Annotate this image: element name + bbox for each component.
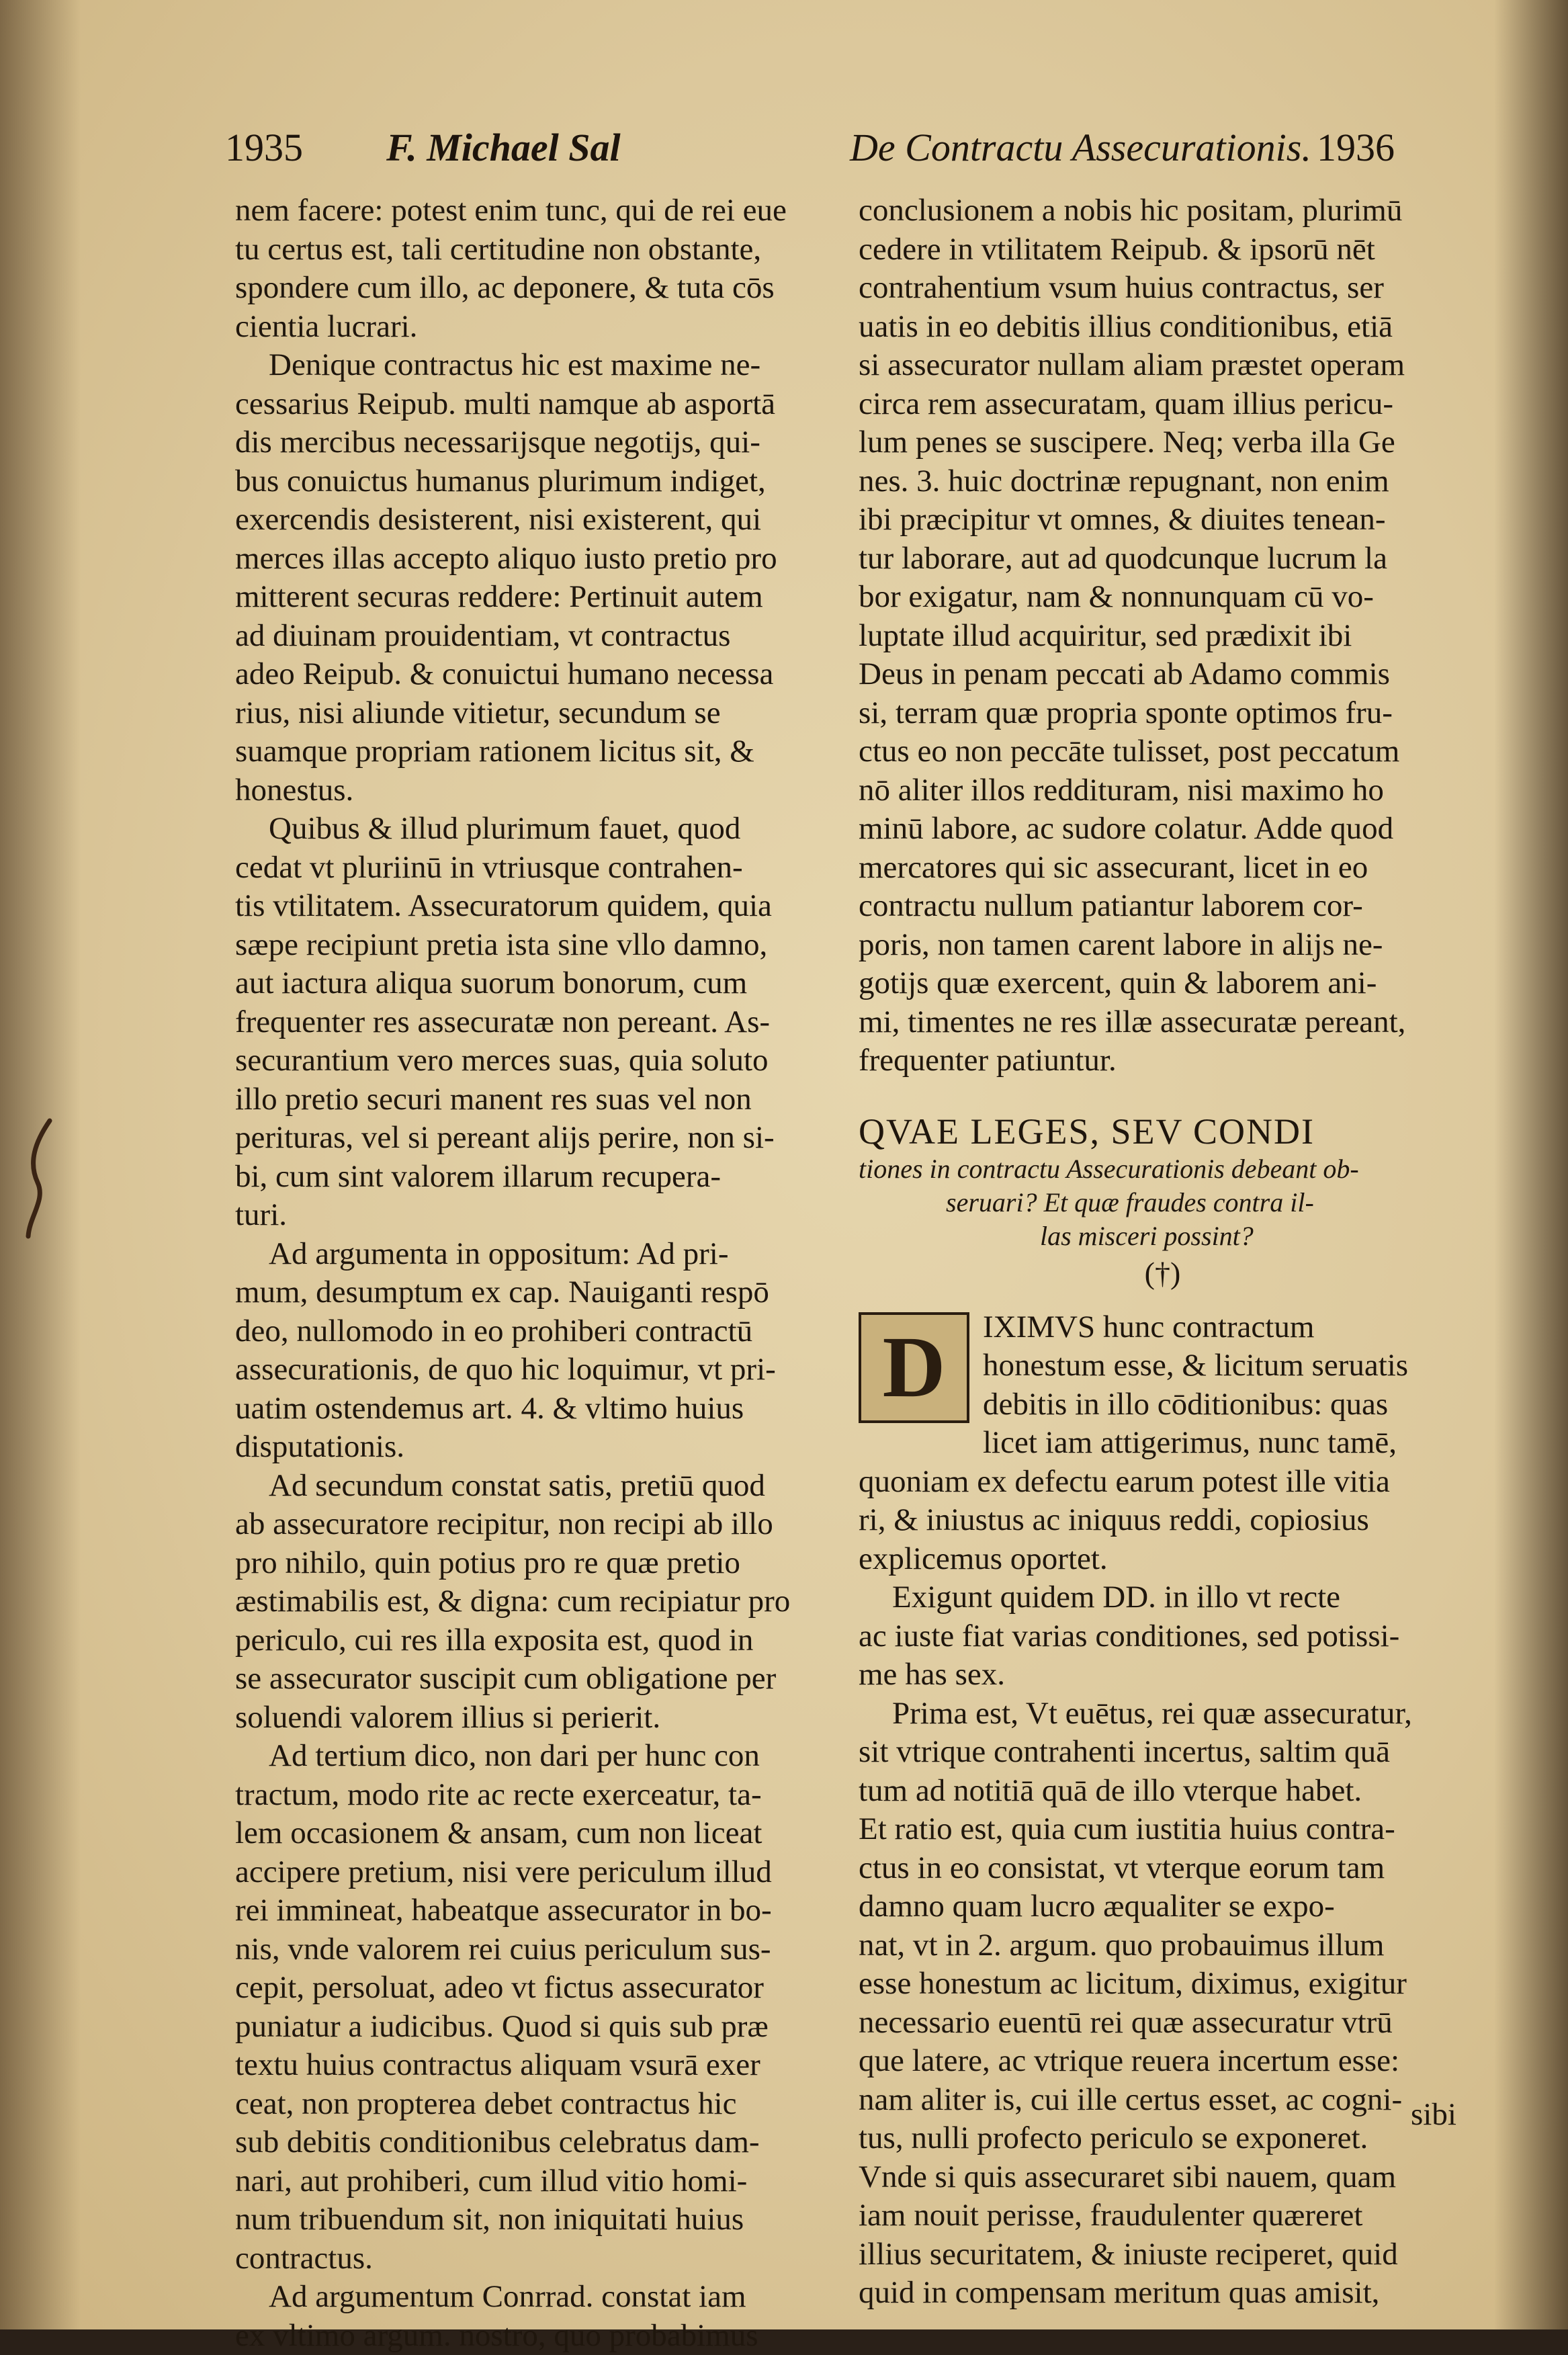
text-line: quoniam ex defectu earum potest ille vitia (859, 1463, 1467, 1502)
text-line: quid in compensam meritum quas amisit, (859, 2274, 1467, 2313)
text-line: contractus. (235, 2239, 833, 2278)
text-line: textu huius contractus aliquam vsurā exer (235, 2046, 833, 2085)
text-line: Deus in penam peccati ab Adamo commis (859, 655, 1467, 694)
text-line: lum penes se suscipere. Neq; verba illa Ge (859, 423, 1467, 462)
text-line: Ad argumenta in oppositum: Ad pri- (235, 1235, 833, 1274)
text-line: luptate illud acquiritur, sed prædixit ibi (859, 617, 1467, 656)
text-line: se assecurator suscipit cum obligatione per (235, 1660, 833, 1699)
text-line: num tribuendum sit, non iniquitati huius (235, 2200, 833, 2239)
text-line: uatim ostendemus art. 4. & vltimo huius (235, 1389, 833, 1428)
section-heading-line-2: seruari? Et quæ fraudes contra il- (859, 1186, 1467, 1219)
text-line: tum ad notitiā quā de illo vterque habet. (859, 1772, 1467, 1811)
text-line: me has sex. (859, 1656, 1467, 1695)
text-line: IXIMVS hunc contractum (859, 1308, 1467, 1347)
text-line: Vnde si quis assecuraret sibi nauem, quam (859, 2158, 1467, 2197)
section-heading-title: QVAE LEGES, SEV CONDI (859, 1111, 1467, 1152)
running-title-author: F. Michael Sal (386, 124, 621, 171)
page-number-left: 1935 (225, 124, 303, 171)
text-line: deo, nullomodo in eo prohiberi contractū (235, 1312, 833, 1351)
running-header (225, 124, 1501, 178)
decorated-initial: D (859, 1312, 969, 1423)
text-line: accipere pretium, nisi vere periculum illud (235, 1853, 833, 1892)
text-line: bi, cum sint valorem illarum recupera- (235, 1158, 833, 1197)
text-line: tu certus est, tali certitudine non obstante, (235, 230, 833, 269)
text-line: exercendis desisterent, nisi existerent, qui (235, 501, 833, 540)
left-text-column (235, 191, 833, 2355)
text-line: poris, non tamen carent labore in alijs ne- (859, 926, 1467, 965)
text-line: nari, aut prohiberi, cum illud vitio homi- (235, 2162, 833, 2201)
text-line: assecurationis, de quo hic loquimur, vt pri- (235, 1351, 833, 1389)
text-line: ceat, non propterea debet contractus hic (235, 2085, 833, 2124)
text-line: cepit, persoluat, adeo vt fictus assecurator (235, 1969, 833, 2008)
margin-ink-mark (15, 1115, 69, 1243)
text-line: ex vltimo argum. nostro, quo probabimus (235, 2317, 833, 2355)
text-line: cessarius Reipub. multi namque ab asportā (235, 385, 833, 424)
text-line: mercatores qui sic assecurant, licet in eo (859, 849, 1467, 888)
text-line: licet iam attigerimus, nunc tamē, (859, 1424, 1467, 1463)
page-edge-shadow (1494, 0, 1568, 2329)
section-heading-line-1: tiones in contractu Assecurationis debeant ob- (859, 1152, 1467, 1186)
text-line: Exigunt quidem DD. in illo vt recte (859, 1578, 1467, 1617)
section-mark: (†) (859, 1253, 1467, 1293)
text-line: rius, nisi aliunde vitietur, secundum se (235, 694, 833, 733)
text-line: honestum esse, & licitum seruatis (859, 1346, 1467, 1385)
text-line: tractum, modo rite ac recte exerceatur, ta- (235, 1776, 833, 1815)
text-line: cedere in vtilitatem Reipub. & ipsorū nēt (859, 230, 1467, 269)
text-line: sub debitis conditionibus celebratus dam- (235, 2123, 833, 2162)
text-line: aut iactura aliqua suorum bonorum, cum (235, 964, 833, 1003)
text-line: ac iuste fiat varias conditiones, sed potissi- (859, 1617, 1467, 1656)
text-line: Quibus & illud plurimum fauet, quod (235, 810, 833, 849)
text-line: nat, vt in 2. argum. quo probauimus illum (859, 1926, 1467, 1965)
text-line: honestus. (235, 771, 833, 810)
text-line: mitterent securas reddere: Pertinuit autem (235, 578, 833, 617)
text-line: tus, nulli profecto periculo se exponeret. (859, 2119, 1467, 2158)
text-line: explicemus oportet. (859, 1540, 1467, 1579)
text-line: periculo, cui res illa exposita est, quod in (235, 1621, 833, 1660)
text-line: contrahentium vsum huius contractus, ser (859, 269, 1467, 308)
catchword: sibi (1411, 2096, 1456, 2133)
text-line: rei immineat, habeatque assecurator in bo- (235, 1891, 833, 1930)
text-line: damno quam lucro æqualiter se expo- (859, 1887, 1467, 1926)
section-heading-line-3: las misceri possint? (859, 1219, 1467, 1253)
text-line: mum, desumptum ex cap. Nauiganti respō (235, 1273, 833, 1312)
text-line: circa rem assecuratam, quam illius pericu- (859, 385, 1467, 424)
text-line: conclusionem a nobis hic positam, plurimū (859, 191, 1467, 230)
right-text-column (859, 191, 1467, 2313)
text-line: dis mercibus necessarijsque negotijs, qui- (235, 423, 833, 462)
text-line: disputationis. (235, 1428, 833, 1467)
text-line: tur laborare, aut ad quodcunque lucrum la (859, 540, 1467, 579)
text-line: sæpe recipiunt pretia ista sine vllo damno, (235, 926, 833, 965)
text-line: ibi præcipitur vt omnes, & diuites tenean- (859, 501, 1467, 540)
text-line: nō aliter illos reddituram, nisi maximo ho (859, 771, 1467, 810)
text-line: uatis in eo debitis illius conditionibus, etiā (859, 308, 1467, 347)
text-line: ctus in eo consistat, vt vterque eorum tam (859, 1849, 1467, 1888)
text-line: frequenter res assecuratæ non pereant. As- (235, 1003, 833, 1042)
text-line: tis vtilitatem. Assecuratorum quidem, quia (235, 887, 833, 926)
right-column-text-top (859, 191, 1467, 1080)
text-line: nem facere: potest enim tunc, qui de rei eue (235, 191, 833, 230)
text-line: Ad secundum constat satis, pretiū quod (235, 1467, 833, 1506)
text-line: spondere cum illo, ac deponere, & tuta cōs (235, 269, 833, 308)
text-line: ri, & iniustus ac iniquus reddi, copiosius (859, 1501, 1467, 1540)
text-line: nis, vnde valorem rei cuius periculum sus- (235, 1930, 833, 1969)
text-line: bor exigatur, nam & nonnunquam cū vo- (859, 578, 1467, 617)
text-line: Ad tertium dico, non dari per hunc con (235, 1737, 833, 1776)
text-line: ab assecuratore recipitur, non recipi ab illo (235, 1505, 833, 1544)
text-line: æstimabilis est, & digna: cum recipiatur pro (235, 1582, 833, 1621)
text-line: turi. (235, 1196, 833, 1235)
text-line: Ad argumentum Conrrad. constat iam (235, 2278, 833, 2317)
dropcap-paragraph (859, 1308, 1467, 1463)
text-line: minū labore, ac sudore colatur. Adde quod (859, 810, 1467, 849)
text-line: illo pretio securi manent res suas vel non (235, 1080, 833, 1119)
text-line: ad diuinam prouidentiam, vt contractus (235, 617, 833, 656)
text-line: soluendi valorem illius si perierit. (235, 1699, 833, 1738)
text-line: necessario euentū rei quæ assecuratur vtrū (859, 2004, 1467, 2043)
text-line: lem occasionem & ansam, cum non liceat (235, 1814, 833, 1853)
text-line: cientia lucrari. (235, 308, 833, 347)
text-line: si, terram quæ propria sponte optimos fru- (859, 694, 1467, 733)
text-line: nam aliter is, cui ille certus esset, ac cogni- (859, 2081, 1467, 2120)
text-line: perituras, vel si pereant alijs perire, non si- (235, 1119, 833, 1158)
text-line: mi, timentes ne res illæ assecuratæ pereant, (859, 1003, 1467, 1042)
text-line: Prima est, Vt euētus, rei quæ assecuratur, (859, 1695, 1467, 1733)
text-line: illius securitatem, & iniuste reciperet, quid (859, 2235, 1467, 2274)
text-line: nes. 3. huic doctrinæ repugnant, non enim (859, 462, 1467, 501)
text-line: gotijs quæ exercent, quin & laborem ani- (859, 964, 1467, 1003)
text-line: Denique contractus hic est maxime ne- (235, 346, 833, 385)
text-line: cedat vt pluriinū in vtriusque contrahen- (235, 849, 833, 888)
text-line: adeo Reipub. & conuictui humano necessa (235, 655, 833, 694)
text-line: pro nihilo, quin potius pro re quæ pretio (235, 1544, 833, 1583)
text-line: puniatur a iudicibus. Quod si quis sub præ (235, 2008, 833, 2047)
page-number-right: 1936 (1317, 124, 1395, 171)
text-line: Et ratio est, quia cum iustitia huius contra- (859, 1810, 1467, 1849)
text-line: frequenter patiuntur. (859, 1041, 1467, 1080)
text-line: sit vtrique contrahenti incertus, saltim quā (859, 1733, 1467, 1772)
right-column-text-bottom (859, 1463, 1467, 2313)
text-line: suamque propriam rationem licitus sit, & (235, 732, 833, 771)
text-line: securantium vero merces suas, quia soluto (235, 1041, 833, 1080)
text-line: que latere, ac vtrique reuera incertum esse: (859, 2042, 1467, 2081)
text-line: debitis in illo cōditionibus: quas (859, 1385, 1467, 1424)
text-line: contractu nullum patiantur laborem cor- (859, 887, 1467, 926)
text-line: esse honestum ac licitum, diximus, exigitur (859, 1965, 1467, 2004)
text-line: iam nouit perisse, fraudulenter quæreret (859, 2196, 1467, 2235)
text-line: si assecurator nullam aliam præstet operam (859, 346, 1467, 385)
text-line: ctus eo non peccāte tulisset, post peccatum (859, 732, 1467, 771)
text-line: merces illas accepto aliquo iusto pretio pro (235, 540, 833, 579)
running-title-subject: De Contractu Assecurationis. (850, 124, 1311, 171)
text-line: bus conuictus humanus plurimum indiget, (235, 462, 833, 501)
section-heading (859, 1111, 1467, 1293)
